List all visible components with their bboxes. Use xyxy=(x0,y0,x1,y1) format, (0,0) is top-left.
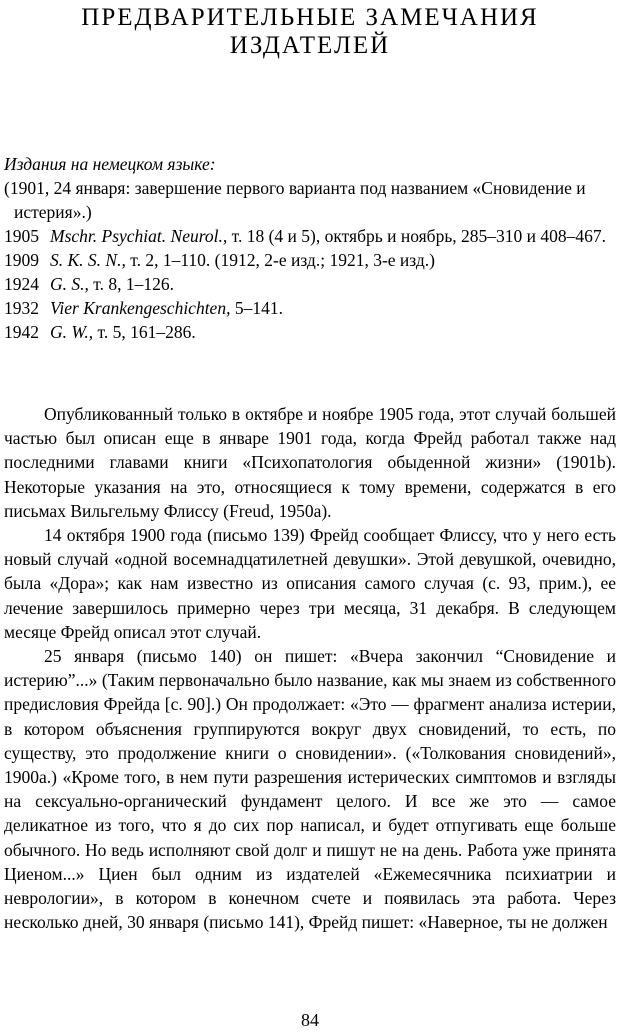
edition-entry xyxy=(4,248,616,272)
edition-year: 1924 xyxy=(4,274,39,294)
edition-source: G. W., xyxy=(50,322,94,342)
edition-entry-first: (1901, 24 января: завершение первого варианта под названием «Сновидение и истерия».) xyxy=(4,178,586,222)
edition-entry xyxy=(4,224,616,248)
edition-source: Vier Krankengeschichten, xyxy=(50,298,231,318)
edition-details: т. 2, 1–110. (1912, 2-е изд.; 1921, 3-е изд.) xyxy=(125,250,435,270)
editions-heading: Издания на немецком языке: xyxy=(4,154,216,174)
edition-year: 1942 xyxy=(4,322,39,342)
edition-details: 5–141. xyxy=(230,298,283,318)
edition-source: G. S., xyxy=(50,274,89,294)
edition-source: Mschr. Psychiat. Neurol., xyxy=(50,226,228,246)
edition-details: т. 5, 161–286. xyxy=(93,322,196,342)
title-line-1: ПРЕДВАРИТЕЛЬНЫЕ ЗАМЕЧАНИЯ xyxy=(81,4,539,31)
page-title xyxy=(0,4,620,60)
edition-details: т. 18 (4 и 5), октябрь и ноябрь, 285–310 и 408–467. xyxy=(227,226,607,246)
paragraph: 14 октября 1900 года (письмо 139) Фрейд сообщает Флиссу, что у него есть новый случай «одной восемнадцатилетней девушки». Этой девушкой, очевидно, была «Дора»; как нам известно из описания самого случая (с. 93, прим.), ее лечение завершилось примерно через три месяца, 31 декабря. В следующем месяце Фрейд описал этот случай. xyxy=(4,525,616,642)
edition-entry xyxy=(4,272,616,296)
edition-year: 1932 xyxy=(4,298,39,318)
page-number: 84 xyxy=(301,1010,319,1030)
body-text xyxy=(4,402,616,934)
edition-entry xyxy=(4,320,616,344)
edition-source: S. K. S. N., xyxy=(50,250,126,270)
paragraph: 25 января (письмо 140) он пишет: «Вчера закончил “Сновидение и истерию”...» (Таким первоначально было название, как мы знаем из собственного предисловия Фрейда [с. 90].) Он продолжает: «Это — фрагмент анализа истерии, в котором объяснения группируются вокруг двух сновидений, то есть, по существу, это продолжение книги о сновидении». («Толкования сновидений», 1900a.) «Кроме того, в нем пути разрешения истерических симптомов и взгляды на сексуально-органический фундамент целого. И все же это — самое деликатное из того, что я до сих пор написал, и будет отпугивать еще больше обычного. Но ведь исполняют свой долг и пишут не на день. Работа уже принята Циеном...» Циен был одним из издателей «Ежемесячника психиатрии и неврологии», в котором в конечном счете и появилась эта работа. Через несколько дней, 30 января (письмо 141), Фрейд пишет: «Наверное, ты не должен xyxy=(4,646,616,933)
edition-details: т. 8, 1–126. xyxy=(88,274,174,294)
paragraph: Опубликованный только в октябре и ноябре 1905 года, этот случай большей частью был описан еще в январе 1901 года, когда Фрейд работал также над последними главами книги «Психопатология обыденной жизни» (1901b). Некоторые указания на это, относящиеся к тому времени, содержатся в его письмах Вильгельму Флиссу (Freud, 1950a). xyxy=(4,404,616,521)
editions-list xyxy=(4,152,616,344)
edition-year: 1905 xyxy=(4,226,39,246)
title-line-2: ИЗДАТЕЛЕЙ xyxy=(229,32,391,59)
edition-entry xyxy=(4,296,616,320)
edition-year: 1909 xyxy=(4,250,39,270)
